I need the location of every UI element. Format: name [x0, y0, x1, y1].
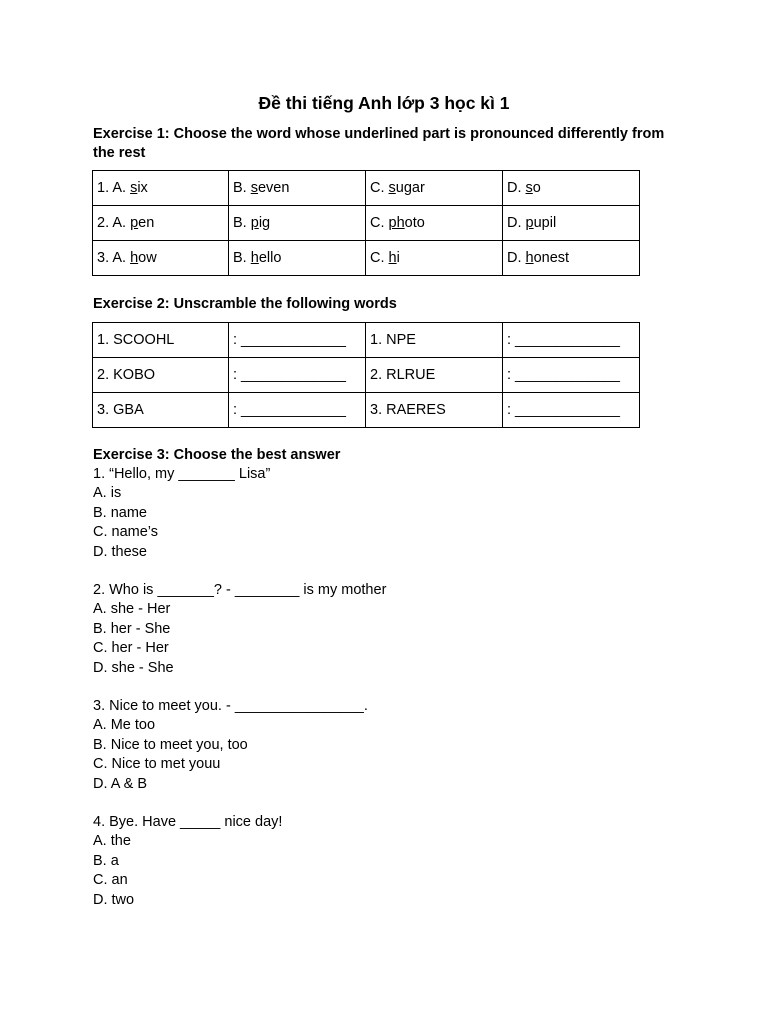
option-cell: C. hi: [366, 241, 503, 276]
answer-blank: : _____________: [503, 323, 640, 358]
answer-option: D. A & B: [93, 775, 147, 792]
answer-option: D. two: [93, 891, 135, 908]
table-row: [93, 241, 640, 276]
option-cell: D. pupil: [503, 206, 640, 241]
option-cell: D. honest: [503, 241, 640, 276]
exercise-1-table: [92, 170, 640, 276]
question-1: [93, 465, 270, 562]
option-cell: D. so: [503, 171, 640, 206]
scrambled-word: 1. NPE: [366, 323, 503, 358]
table-row: [93, 323, 640, 358]
page-title: Đề thi tiếng Anh lớp 3 học kì 1: [258, 93, 510, 113]
question-3: [93, 697, 368, 794]
question-4: [93, 813, 282, 910]
answer-option: B. Nice to meet you, too: [93, 736, 248, 753]
answer-option: C. an: [93, 872, 128, 889]
answer-option: C. name’s: [93, 524, 159, 541]
answer-option: B. a: [93, 852, 119, 869]
answer-option: A. the: [93, 833, 131, 850]
scrambled-word: 3. GBA: [93, 393, 229, 428]
scrambled-word: 3. RAERES: [366, 393, 503, 428]
exercise-2-heading: Exercise 2: Unscramble the following words: [93, 296, 397, 312]
answer-blank: : _____________: [503, 358, 640, 393]
answer-blank: : _____________: [229, 358, 366, 393]
scrambled-word: 2. KOBO: [93, 358, 229, 393]
answer-option: C. Nice to met youu: [93, 756, 221, 773]
option-cell: B. pig: [229, 206, 366, 241]
question-text: 3. Nice to meet you. - ________________.: [93, 698, 368, 714]
option-cell: C. photo: [366, 206, 503, 241]
scrambled-word: 2. RLRUE: [366, 358, 503, 393]
answer-option: B. her - She: [93, 620, 171, 637]
answer-option: D. these: [93, 543, 147, 560]
option-cell: C. sugar: [366, 171, 503, 206]
table-row: [93, 171, 640, 206]
answer-option: A. she - Her: [93, 601, 171, 618]
question-2: [93, 581, 386, 678]
answer-blank: : _____________: [229, 393, 366, 428]
table-row: [93, 206, 640, 241]
question-text: 2. Who is _______? - ________ is my mother: [93, 582, 387, 598]
answer-option: A. is: [93, 485, 122, 502]
option-cell: B. hello: [229, 241, 366, 276]
answer-blank: : _____________: [229, 323, 366, 358]
exercise-1-heading: Exercise 1: Choose the word whose underlined part is pronounced differently from the rest: [93, 126, 665, 161]
table-row: [93, 358, 640, 393]
exercise-2-table: [92, 322, 640, 428]
scrambled-word: 1. SCOOHL: [93, 323, 229, 358]
answer-blank: : _____________: [503, 393, 640, 428]
question-text: 1. “Hello, my _______ Lisa”: [93, 466, 271, 482]
question-text: 4. Bye. Have _____ nice day!: [93, 814, 283, 830]
answer-option: D. she - She: [93, 659, 174, 676]
option-cell: B. seven: [229, 171, 366, 206]
table-row: [93, 393, 640, 428]
answer-option: A. Me too: [93, 717, 156, 734]
option-cell: 2. A. pen: [93, 206, 229, 241]
answer-option: C. her - Her: [93, 640, 169, 657]
answer-option: B. name: [93, 504, 147, 521]
option-cell: 1. A. six: [93, 171, 229, 206]
exercise-3-heading: Exercise 3: Choose the best answer: [93, 447, 341, 463]
option-cell: 3. A. how: [93, 241, 229, 276]
